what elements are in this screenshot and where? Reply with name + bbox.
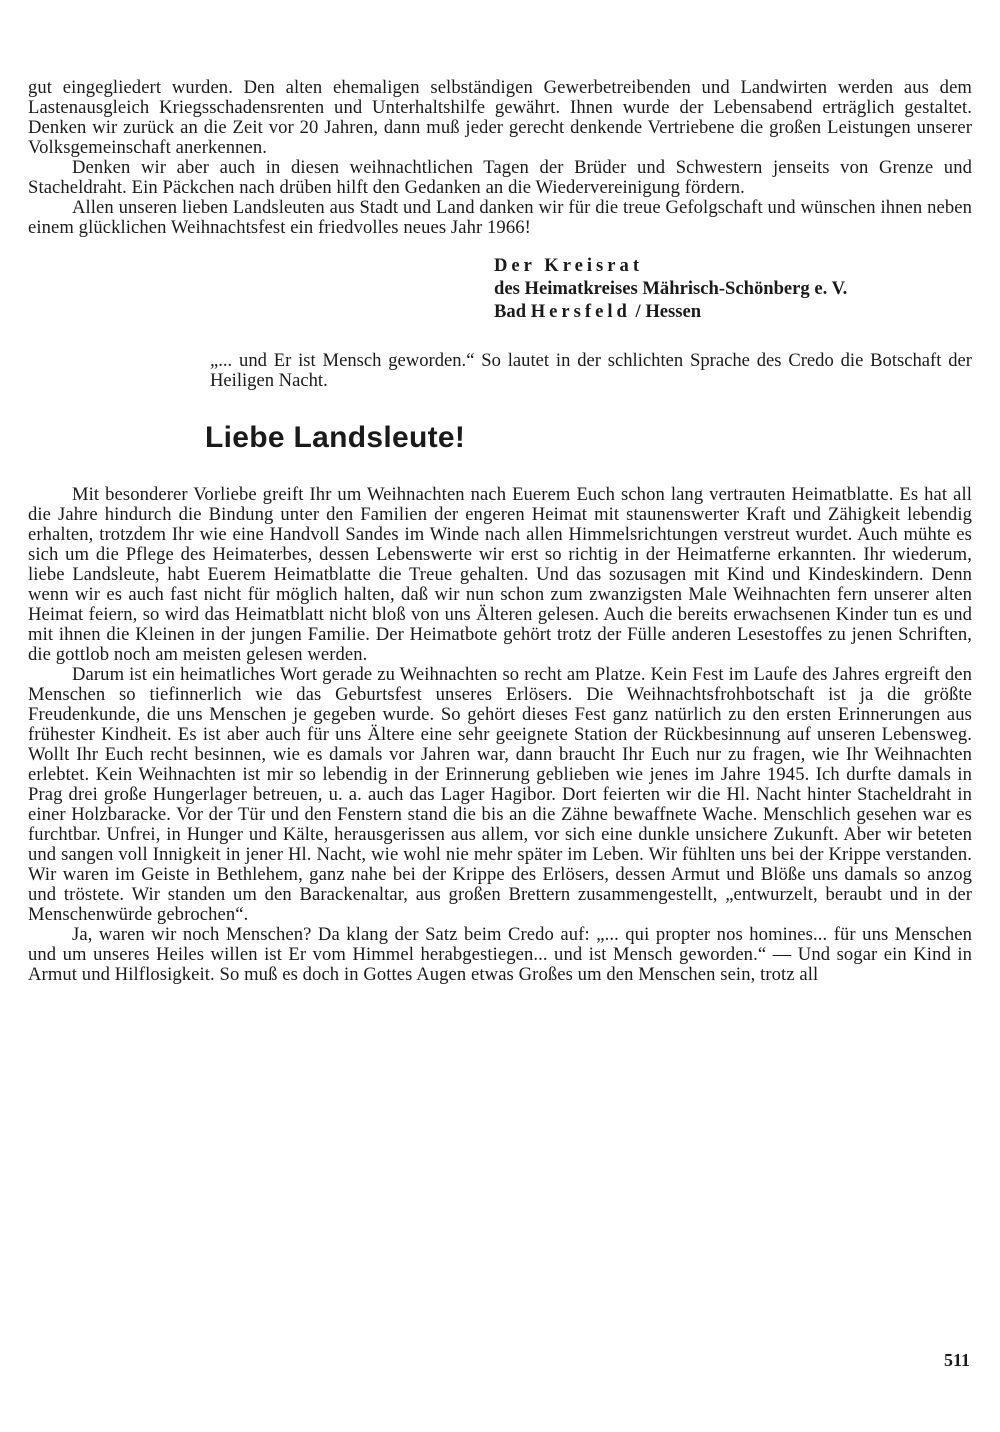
signature-place-suffix: / Hessen	[635, 301, 702, 322]
document-page	[28, 78, 972, 1432]
signature-block	[494, 254, 972, 323]
article-paragraph: Mit besonderer Vorliebe greift Ihr um Weihnachten nach Euerem Euch schon lang vertrauten Heimatblatte. Es hat all die Jahre hindurch die Bindung unter den Familien der engeren Heimat mit staunenswerter Kraft und Zähigkeit lebendig erhalten, trotzdem Ihr wie eine Handvoll Sandes im Winde nach allen Himmelsrichtungen verstreut wurdet. Auch mühte es sich um die Pflege des Heimaterbes, dessen Lebenswerte wir erst so richtig in der Heimatferne erkannten. Ihr wiederum, liebe Landsleute, habt Euerem Heimatblatte die Treue gehalten. Und das sozusagen mit Kind und Kindeskindern. Denn wenn wir es auch fast nicht für möglich halten, daß wir nun schon zum zwanzigsten Male Weihnachten fern unserer alten Heimat feiern, so wird das Heimatblatt nicht bloß von uns Älteren gelesen. Auch die bereits erwachsenen Kinder tun es und mit ihnen die Kleinen in der jungen Familie. Der Heimatbote gehört trotz der Fülle anderen Lesestoffes zu jenen Schriften, die gottlob noch am meisten gelesen werden.	[28, 484, 972, 665]
article-body	[28, 485, 972, 985]
paragraph-greeting: Allen unseren lieben Landsleuten aus Stadt und Land danken wir für die treue Gefolgschaft und wünschen ihnen neben einem glücklichen Weihnachtsfest ein friedvolles neues Jahr 1966!	[28, 197, 972, 238]
signature-line-kreisrat: Der Kreisrat	[494, 255, 644, 276]
credo-quote: „... und Er ist Mensch geworden.“ So lautet in der schlichten Sprache des Credo die Botschaft der Heiligen Nacht.	[210, 350, 972, 391]
signature-place-town: Hersfeld	[530, 301, 631, 322]
article-paragraph: Ja, waren wir noch Menschen? Da klang der Satz beim Credo auf: „... qui propter nos homines... für uns Menschen und um unseres Heiles willen ist Er vom Himmel herabgestiegen... und ist Mensch geworden.“ — Und sogar ein Kind in Armut und Hilflosigkeit. So muß es doch in Gottes Augen etwas Großes um den Menschen sein, trotz all	[28, 924, 972, 985]
signature-line-place	[494, 300, 972, 323]
article-paragraph: Darum ist ein heimatliches Wort gerade zu Weihnachten so recht am Platze. Kein Fest im Laufe des Jahres ergreift den Menschen so tiefinnerlich wie das Geburtsfest unseres Erlösers. Die Weihnachtsfrohbotschaft ist ja die größte Freudenkunde, die uns Menschen je gegeben wurde. So gehört dieses Fest ganz natürlich zu den ersten Erinnerungen aus frühester Kindheit. Es ist aber auch für uns Ältere eine sehr geeignete Station der Rückbesinnung auf unseren Lebensweg. Wollt Ihr Euch recht besinnen, wie es damals vor Jahren war, dann braucht Ihr Euch nur zu fragen, wie Ihr Weihnachten erlebtet. Kein Weihnachten ist mir so lebendig in der Erinnerung geblieben wie jenes im Jahre 1945. Ich durfte damals in Prag drei große Hungerlager betreuen, u. a. auch das Lager Hagibor. Dort feierten wir die Hl. Nacht hinter Stacheldraht in einer Holzbaracke. Vor der Tür und den Fenstern stand die bis an die Zähne bewaffnete Wache. Menschlich gesehen war es furchtbar. Unfrei, in Hunger und Kälte, herausgerissen aus allem, vor sich eine dunkle unsichere Zukunft. Aber wir beteten und sangen voll Innigkeit in jener Hl. Nacht, wie wohl nie mehr später im Leben. Wir fühlten uns bei der Krippe verstanden. Wir waren im Geiste in Bethlehem, ganz nahe bei der Krippe des Erlösers, dessen Armut und Blöße uns damals so anzog und tröstete. Wir standen um den Barackenaltar, aus großen Brettern zusammengestellt, „entwurzelt, beraubt und in der Menschenwürde gebrochen“.	[28, 664, 972, 925]
paragraph-reunification: Denken wir aber auch in diesen weihnachtlichen Tagen der Brüder und Schwestern jenseits von Grenze und Stacheldraht. Ein Päckchen nach drüben hilft den Gedanken an die Wiedervereinigung fördern.	[28, 157, 972, 198]
signature-line-heimatkreis: des Heimatkreises Mährisch-Schönberg e. V.	[494, 278, 848, 299]
signature-place-prefix: Bad	[494, 301, 527, 322]
paragraph-intro: gut eingegliedert wurden. Den alten ehemaligen selbständigen Gewerbetreibenden und Landwirten werden aus dem Lastenausgleich Kriegsschadensrenten und Unterhaltshilfe gewährt. Ihnen wurde der Lebensabend erträglich gestaltet. Denken wir zurück an die Zeit vor 20 Jahren, dann muß jeder gerecht denkende Vertriebene die großen Leistungen unserer Volksgemeinschaft anerkennen.	[28, 77, 972, 158]
article-heading: Liebe Landsleute!	[205, 421, 466, 454]
page-number: 511	[943, 1350, 970, 1370]
top-section	[28, 78, 972, 238]
